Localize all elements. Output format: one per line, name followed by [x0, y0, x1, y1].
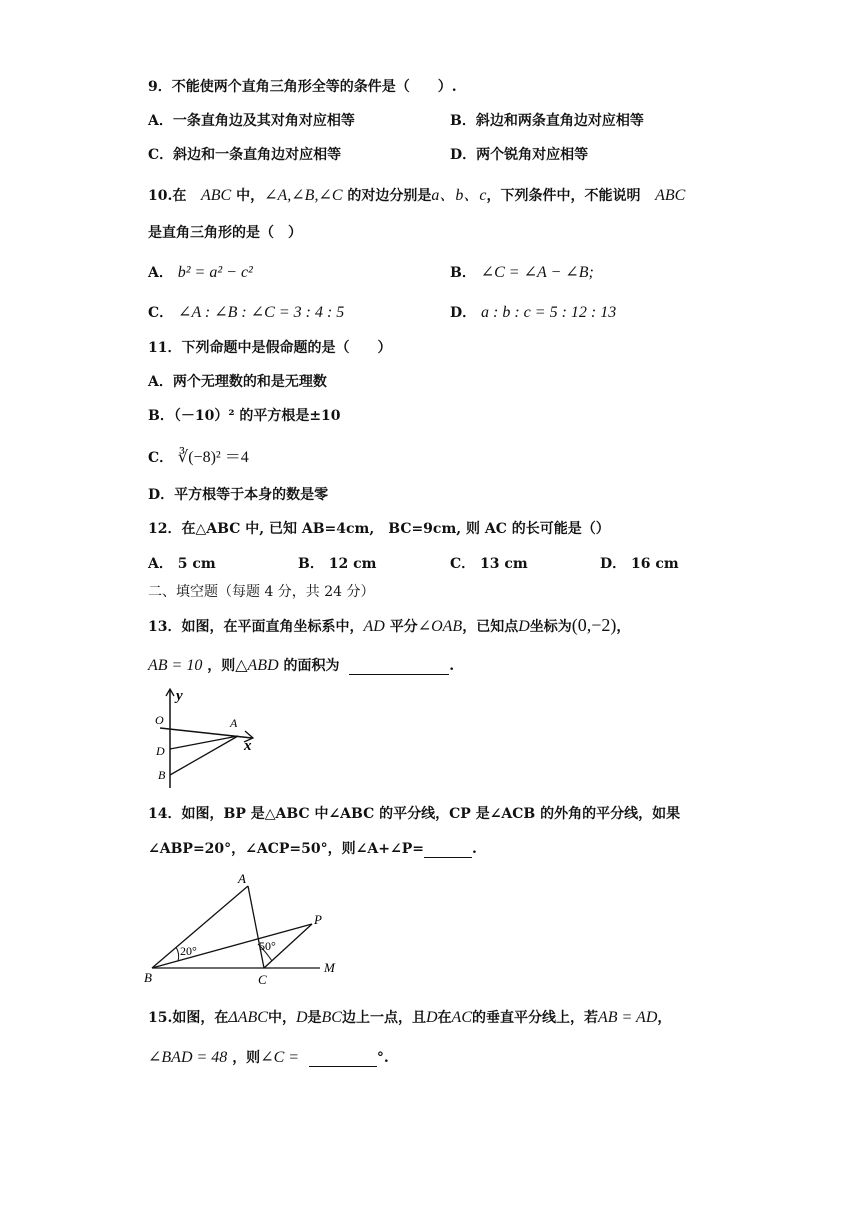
- q12-option-d: D． 16 cm: [600, 556, 679, 572]
- q11-option-a: A．两个无理数的和是无理数: [148, 374, 327, 390]
- q14-label-p: P: [314, 912, 322, 927]
- q13-label-d: D: [156, 744, 165, 758]
- q14-line-ac: [248, 886, 264, 968]
- q9-option-b: B．斜边和两条直角边对应相等: [450, 113, 644, 129]
- q10-option-c: C． ∠A : ∠B : ∠C = 3 : 4 : 5: [148, 304, 345, 321]
- q13-label-o: O: [155, 713, 164, 727]
- q12-stem: 12．在△ABC 中, 已知 AB=4cm, BC=9cm, 则 AC 的长可能是（）: [148, 521, 610, 537]
- q11-option-c: C． ∛(−8)² ＝4: [148, 449, 249, 466]
- q12-option-c: C． 13 cm: [450, 556, 528, 572]
- q15-stem-line2: ∠BAD = 48 ，则∠C = °.: [148, 1049, 389, 1066]
- q13-label-a: A: [230, 716, 238, 730]
- q12-option-b: B． 12 cm: [298, 556, 377, 572]
- q14-stem-line1: 14．如图，BP 是△ABC 中∠ABC 的平分线，CP 是∠ACB 的外角的平分线，如果: [148, 806, 681, 822]
- q13-stem-line1: 13．如图，在平面直角坐标系中，AD 平分∠OAB，已知点D坐标为(0,−2)，: [148, 615, 631, 635]
- q11-option-d: D．平方根等于本身的数是零: [148, 487, 329, 503]
- q14-label-angle-50: 50°: [259, 939, 276, 953]
- q13-stem-line2: AB = 10 ，则△ABD 的面积为 .: [148, 657, 455, 674]
- q10-stem-line2: 是直角三角形的是（ ）: [148, 225, 302, 241]
- q13-label-y: y: [176, 688, 183, 704]
- q14-label-m: M: [324, 960, 335, 975]
- section-title: 二、填空题（每题 4 分，共 24 分）: [148, 584, 375, 600]
- q13-answer-blank[interactable]: [349, 660, 449, 675]
- q10-stem-line1: 10.在 ABC 中，∠A,∠B,∠C 的对边分别是a、b、c，下列条件中，不能说明 ABC: [148, 187, 686, 204]
- q9-stem: 9．不能使两个直角三角形全等的条件是（ ）.: [148, 79, 457, 95]
- q10-option-d: D． a : b : c = 5 : 12 : 13: [450, 304, 617, 321]
- q14-answer-blank[interactable]: [424, 843, 472, 858]
- q10-option-b: B． ∠C = ∠A − ∠B;: [450, 264, 594, 281]
- q11-option-b: B．（－10）² 的平方根是±10: [148, 408, 341, 424]
- q14-triangle-figure: [140, 866, 345, 991]
- q15-stem-line1: 15.如图，在ΔABC中，D是BC边上一点，且D在AC的垂直平分线上，若AB = AD，: [148, 1009, 672, 1026]
- q14-label-c: C: [258, 972, 267, 987]
- q9-option-c: C．斜边和一条直角边对应相等: [148, 147, 342, 163]
- q14-stem-line2: ∠ABP=20°，∠ACP=50°，则∠A+∠P= .: [148, 841, 477, 857]
- q9-option-d: D．两个锐角对应相等: [450, 147, 589, 163]
- q14-line-ab: [152, 886, 248, 968]
- q15-answer-blank[interactable]: [309, 1052, 377, 1067]
- q14-angle-arc-abp: [176, 947, 179, 961]
- q13-coordinate-figure: [150, 686, 265, 790]
- q12-option-a: A． 5 cm: [148, 556, 216, 572]
- q11-stem: 11．下列命题中是假命题的是（ ）: [148, 340, 392, 356]
- q13-label-b: B: [158, 768, 166, 782]
- q13-label-x: x: [244, 738, 252, 754]
- q9-option-a: A．一条直角边及其对角对应相等: [148, 113, 355, 129]
- q14-label-b: B: [144, 970, 152, 985]
- q14-label-angle-20: 20°: [180, 944, 197, 958]
- q14-label-a: A: [238, 871, 246, 886]
- q10-option-a: A． b² = a² − c²: [148, 264, 253, 281]
